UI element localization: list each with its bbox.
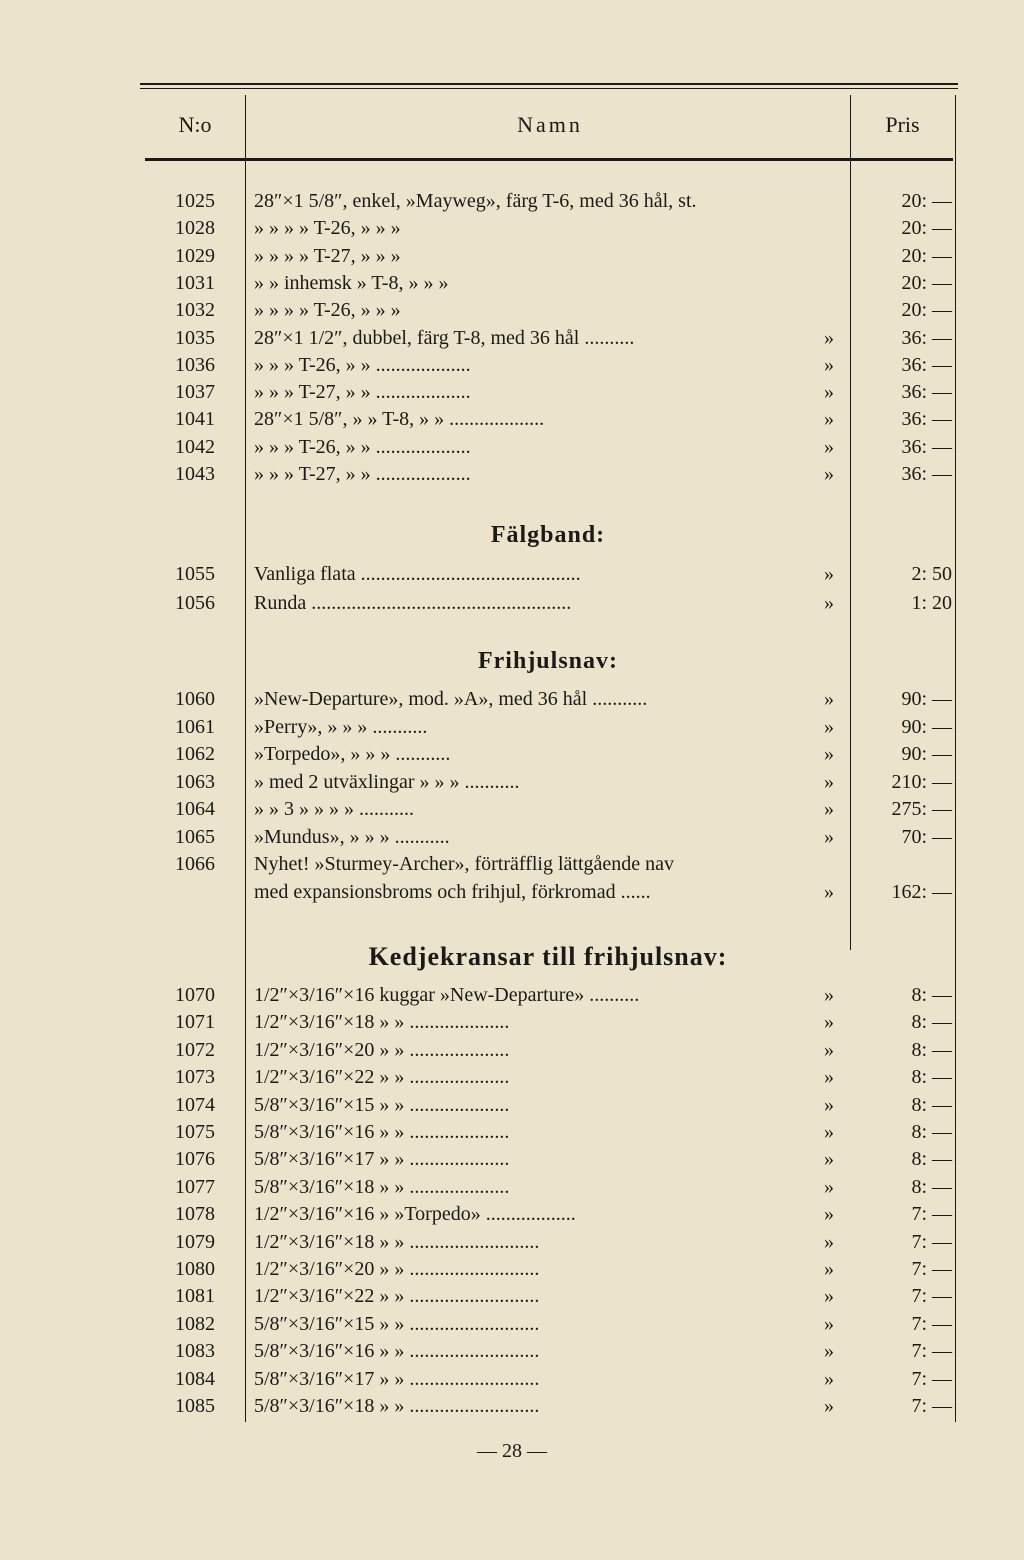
item-name: 1/2″×3/16″×20 » » .................... [254, 1038, 510, 1061]
ditto-mark: » [824, 1175, 834, 1198]
ditto-mark: » [824, 463, 834, 485]
header-name: Namn [517, 112, 583, 137]
item-price: 7: — [911, 1367, 952, 1390]
item-price: 7: — [911, 1395, 952, 1417]
item-price: 36: — [901, 326, 952, 349]
table-row [0, 1338, 1024, 1365]
item-name: 1/2″×3/16″×16 kuggar »New-Departure» .......... [254, 984, 640, 1006]
ditto-mark: » [824, 1340, 834, 1363]
header-pris: Pris [885, 112, 920, 137]
item-name: 1/2″×3/16″×20 » » .......................... [254, 1258, 540, 1280]
item-price: 8: — [911, 1148, 952, 1171]
item-number: 1064 [175, 798, 215, 820]
table-row [0, 561, 1024, 588]
item-price: 36: — [901, 381, 952, 404]
item-number: 1055 [175, 563, 215, 585]
item-name: 28″×1 5/8″, enkel, »Mayweg», färg T-6, med 36 hål, st. [254, 190, 697, 212]
item-price: 7: — [911, 1340, 952, 1363]
item-number: 1025 [175, 190, 215, 212]
top-rule [140, 83, 958, 85]
ditto-mark: » [824, 1038, 834, 1061]
item-name: 1/2″×3/16″×22 » » .................... [254, 1066, 510, 1089]
item-number: 1042 [175, 435, 215, 458]
item-number: 1031 [175, 271, 215, 294]
ditto-mark: » [824, 563, 834, 585]
item-name: 5/8″×3/16″×15 » » .......................... [254, 1312, 540, 1335]
item-name: 28″×1 1/2″, dubbel, färg T-8, med 36 hål .......... [254, 326, 635, 349]
header-rule [145, 158, 953, 161]
item-price: 7: — [911, 1203, 952, 1226]
page-number: — 28 — [477, 1440, 547, 1462]
item-number: 1061 [175, 715, 215, 738]
item-number: 1078 [175, 1203, 215, 1226]
item-number: 1035 [175, 326, 215, 349]
item-name: Nyhet! »Sturmey-Archer», förträfflig lättgående nav [254, 853, 675, 875]
item-name: 1/2″×3/16″×18 » » .......................... [254, 1230, 540, 1253]
table-row [0, 1009, 1024, 1036]
ditto-mark: » [824, 1093, 834, 1116]
item-name: 5/8″×3/16″×18 » » .................... [254, 1175, 510, 1198]
item-price: 7: — [911, 1312, 952, 1335]
table-row [0, 406, 1024, 433]
item-name: » » » » T-27, » » » [254, 244, 401, 267]
item-name: Vanliga flata ............................................ [254, 563, 581, 585]
item-price: 20: — [901, 244, 952, 267]
item-number: 1037 [175, 381, 215, 404]
table-row [0, 686, 1024, 713]
item-number: 1075 [175, 1121, 215, 1143]
item-name: 1/2″×3/16″×22 » » .......................... [254, 1285, 540, 1308]
ditto-mark: » [824, 435, 834, 458]
item-name: 5/8″×3/16″×16 » » .................... [254, 1121, 510, 1143]
item-price: 90: — [901, 743, 952, 765]
item-price: 90: — [901, 688, 952, 710]
ditto-mark: » [824, 1258, 834, 1280]
header-no: N:o [178, 112, 212, 137]
item-price: 210: — [891, 770, 952, 793]
table-row [0, 1229, 1024, 1256]
item-price: 20: — [901, 299, 952, 322]
ditto-mark: » [824, 381, 834, 404]
table-row [0, 1037, 1024, 1064]
table-row [0, 297, 1024, 324]
item-price: 8: — [911, 1093, 952, 1116]
item-name: » » » T-27, » » ................... [254, 463, 471, 485]
ditto-mark: » [824, 715, 834, 738]
item-name: » » 3 » » » » ........... [254, 798, 414, 820]
item-price: 36: — [901, 408, 952, 431]
item-number: 1085 [175, 1395, 215, 1417]
item-price: 7: — [911, 1258, 952, 1280]
ditto-mark: » [824, 1066, 834, 1089]
item-name: » » » T-27, » » ................... [254, 381, 471, 404]
table-row [0, 851, 1024, 878]
section-falgband: Fälgband: [490, 522, 606, 548]
item-price: 20: — [901, 217, 952, 240]
table-row [0, 1393, 1024, 1420]
item-number: 1028 [175, 217, 215, 240]
table-row [0, 352, 1024, 379]
ditto-mark: » [824, 880, 834, 903]
item-price: 275: — [891, 798, 952, 820]
item-number: 1062 [175, 743, 215, 765]
item-price: 8: — [911, 1066, 952, 1089]
ditto-mark: » [824, 743, 834, 765]
item-number: 1029 [175, 244, 215, 267]
table-row [0, 461, 1024, 488]
item-name: 5/8″×3/16″×15 » » .................... [254, 1093, 510, 1116]
ditto-mark: » [824, 688, 834, 710]
item-number: 1041 [175, 408, 215, 431]
item-name: » » » » T-26, » » » [254, 299, 401, 322]
item-number: 1077 [175, 1175, 215, 1198]
item-number: 1036 [175, 353, 215, 376]
item-number: 1084 [175, 1367, 215, 1390]
ditto-mark: » [824, 1148, 834, 1171]
item-number: 1056 [175, 592, 215, 614]
table-row [0, 1119, 1024, 1146]
item-number: 1083 [175, 1340, 215, 1363]
item-name: » » inhemsk » T-8, » » » [254, 271, 449, 294]
item-number: 1063 [175, 770, 215, 793]
ditto-mark: » [824, 1312, 834, 1335]
item-number: 1043 [175, 463, 215, 485]
item-number: 1065 [175, 825, 215, 848]
item-price: 2: 50 [911, 563, 952, 585]
ditto-mark: » [824, 770, 834, 793]
item-name: 5/8″×3/16″×17 » » .......................... [254, 1367, 540, 1390]
ditto-mark: » [824, 408, 834, 431]
ditto-mark: » [824, 1285, 834, 1308]
ditto-mark: » [824, 353, 834, 376]
table-row [0, 796, 1024, 823]
ditto-mark: » [824, 825, 834, 848]
top-rule-thin [140, 88, 958, 89]
item-name: 1/2″×3/16″×16 » »Torpedo» .................. [254, 1203, 576, 1226]
item-number: 1032 [175, 299, 215, 322]
item-name: 5/8″×3/16″×16 » » .......................... [254, 1340, 540, 1363]
item-name: »Torpedo», » » » ........... [254, 743, 451, 765]
ditto-mark: » [824, 1367, 834, 1390]
item-name: »New-Departure», mod. »A», med 36 hål ........... [254, 688, 648, 710]
item-name: med expansionsbroms och frihjul, förkromad ...... [254, 880, 651, 903]
table-row [0, 325, 1024, 352]
item-price: 8: — [911, 1121, 952, 1143]
item-number: 1079 [175, 1230, 215, 1253]
item-number: 1081 [175, 1285, 215, 1308]
item-number: 1071 [175, 1011, 215, 1034]
table-row [0, 741, 1024, 768]
table-row [0, 1146, 1024, 1173]
item-number: 1080 [175, 1258, 215, 1280]
ditto-mark: » [824, 1230, 834, 1253]
table-row [0, 215, 1024, 242]
ditto-mark: » [824, 798, 834, 820]
ditto-mark: » [824, 1395, 834, 1417]
item-number: 1072 [175, 1038, 215, 1061]
ditto-mark: » [824, 1121, 834, 1143]
table-row [0, 434, 1024, 461]
item-price: 20: — [901, 190, 952, 212]
item-name: » med 2 utväxlingar » » » ........... [254, 770, 520, 793]
section-kedjekransar: Kedjekransar till frihjulsnav: [368, 942, 728, 971]
item-price: 8: — [911, 984, 952, 1006]
item-price: 7: — [911, 1230, 952, 1253]
table-row [0, 379, 1024, 406]
table-row [0, 1256, 1024, 1283]
table-row [0, 824, 1024, 851]
item-number: 1074 [175, 1093, 215, 1116]
table-row [0, 1064, 1024, 1091]
table-row [0, 1092, 1024, 1119]
table-row [0, 1366, 1024, 1393]
item-price: 36: — [901, 435, 952, 458]
item-name: 28″×1 5/8″, » » T-8, » » ................... [254, 408, 545, 431]
item-name: Runda .................................................... [254, 592, 572, 614]
item-number: 1073 [175, 1066, 215, 1089]
item-name: 1/2″×3/16″×18 » » .................... [254, 1011, 510, 1034]
table-row [0, 188, 1024, 215]
table-row [0, 769, 1024, 796]
item-price: 8: — [911, 1038, 952, 1061]
item-price: 8: — [911, 1011, 952, 1034]
item-name: 5/8″×3/16″×17 » » .................... [254, 1148, 510, 1171]
table-row [0, 270, 1024, 297]
item-number: 1076 [175, 1148, 215, 1171]
item-number: 1060 [175, 688, 215, 710]
item-price: 8: — [911, 1175, 952, 1198]
item-price: 36: — [901, 463, 952, 485]
table-row [0, 1311, 1024, 1338]
item-name: 5/8″×3/16″×18 » » .......................... [254, 1395, 540, 1417]
item-price: 36: — [901, 353, 952, 376]
item-number: 1066 [175, 853, 215, 875]
table-row [0, 243, 1024, 270]
ditto-mark: » [824, 1203, 834, 1226]
item-name: »Perry», » » » ........... [254, 715, 428, 738]
section-frihjulsnav: Frihjulsnav: [477, 648, 618, 674]
item-price: 20: — [901, 271, 952, 294]
item-name: » » » T-26, » » ................... [254, 435, 471, 458]
ditto-mark: » [824, 592, 834, 614]
ditto-mark: » [824, 1011, 834, 1034]
item-price: 7: — [911, 1285, 952, 1308]
table-row [0, 714, 1024, 741]
item-name: »Mundus», » » » ........... [254, 825, 450, 848]
table-row [0, 982, 1024, 1009]
ditto-mark: » [824, 326, 834, 349]
table-row [0, 1174, 1024, 1201]
item-price: 90: — [901, 715, 952, 738]
item-number: 1070 [175, 984, 215, 1006]
item-number: 1082 [175, 1312, 215, 1335]
ditto-mark: » [824, 984, 834, 1006]
item-price: 70: — [901, 825, 952, 848]
item-name: » » » » T-26, » » » [254, 217, 401, 240]
item-price: 162: — [891, 880, 952, 903]
item-name: » » » T-26, » » ................... [254, 353, 471, 376]
table-row [0, 590, 1024, 617]
table-row [0, 879, 1024, 906]
table-row [0, 1283, 1024, 1310]
table-row [0, 1201, 1024, 1228]
item-price: 1: 20 [911, 592, 952, 614]
